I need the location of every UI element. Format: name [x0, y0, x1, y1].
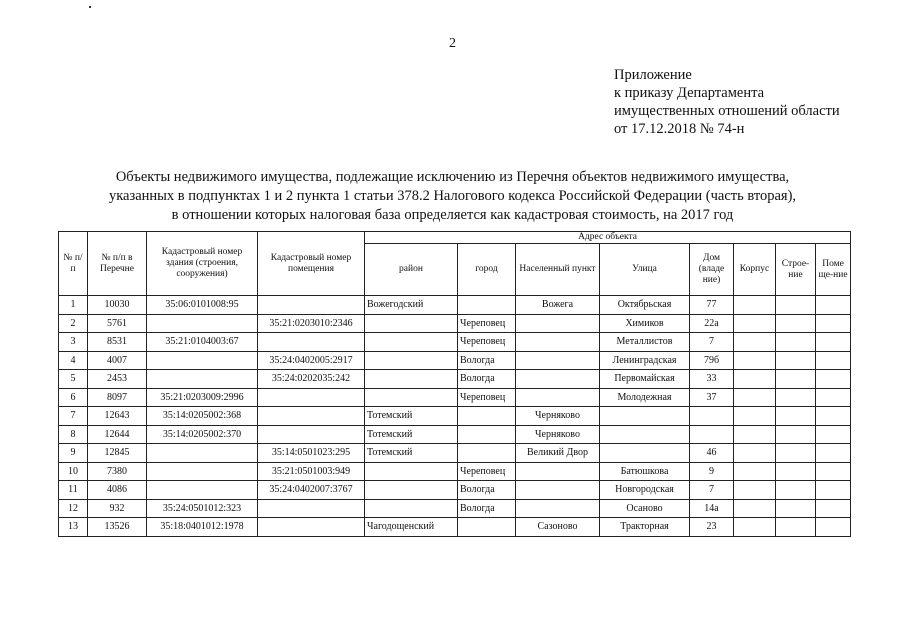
- stroenie-cell: [776, 462, 816, 481]
- pomeshchenie-cell: [816, 388, 851, 407]
- cad-building-cell: [147, 462, 258, 481]
- table-row: [59, 370, 851, 389]
- list-num-cell: 8531: [88, 333, 147, 352]
- pomeshchenie-cell: [816, 462, 851, 481]
- list-num-cell: 12845: [88, 444, 147, 463]
- district-cell: [365, 314, 458, 333]
- table-row: [59, 314, 851, 333]
- list-num-cell: 10030: [88, 296, 147, 315]
- korpus-cell: [734, 518, 776, 537]
- pomeshchenie-cell: [816, 314, 851, 333]
- house-cell: 14а: [690, 499, 734, 518]
- street-cell: Батюшкова: [600, 462, 690, 481]
- street-cell: Тракторная: [600, 518, 690, 537]
- scan-speck: [89, 6, 91, 8]
- city-cell: Вологда: [458, 481, 516, 500]
- header-house: Дом (владе ние): [690, 244, 734, 296]
- locality-cell: Черняково: [516, 425, 600, 444]
- table-body: [59, 296, 851, 537]
- district-cell: Тотемский: [365, 444, 458, 463]
- house-cell: 37: [690, 388, 734, 407]
- district-cell: Чагодощенский: [365, 518, 458, 537]
- korpus-cell: [734, 462, 776, 481]
- pomeshchenie-cell: [816, 518, 851, 537]
- header-city: город: [458, 244, 516, 296]
- header-korpus: Корпус: [734, 244, 776, 296]
- table-row: [59, 518, 851, 537]
- row-num-cell: 13: [59, 518, 88, 537]
- cad-building-cell: [147, 314, 258, 333]
- row-num-cell: 5: [59, 370, 88, 389]
- table-row: [59, 351, 851, 370]
- locality-cell: [516, 314, 600, 333]
- house-cell: [690, 425, 734, 444]
- header-pomeshchenie: Поме ще-ние: [816, 244, 851, 296]
- appendix-line: имущественных отношений области: [614, 103, 840, 119]
- list-num-cell: 2453: [88, 370, 147, 389]
- row-num-cell: 8: [59, 425, 88, 444]
- locality-cell: [516, 388, 600, 407]
- house-cell: 22а: [690, 314, 734, 333]
- city-cell: [458, 425, 516, 444]
- locality-cell: [516, 351, 600, 370]
- district-cell: [365, 388, 458, 407]
- header-num: № п/п: [59, 232, 88, 296]
- title-line: Объекты недвижимого имущества, подлежащие исключению из Перечня объектов недвижимого имущества,: [115, 169, 790, 185]
- cad-building-cell: [147, 481, 258, 500]
- list-num-cell: 12643: [88, 407, 147, 426]
- street-cell: Осаново: [600, 499, 690, 518]
- stroenie-cell: [776, 518, 816, 537]
- cad-room-cell: [258, 425, 365, 444]
- locality-cell: Сазоново: [516, 518, 600, 537]
- korpus-cell: [734, 314, 776, 333]
- header-cad-building: Кадастровый номер здания (строения, сооружения): [147, 232, 258, 296]
- objects-table: [58, 231, 851, 537]
- district-cell: [365, 499, 458, 518]
- row-num-cell: 4: [59, 351, 88, 370]
- header-list-num: № п/п в Перечне: [88, 232, 147, 296]
- korpus-cell: [734, 499, 776, 518]
- cad-room-cell: [258, 296, 365, 315]
- cad-building-cell: 35:06:0101008:95: [147, 296, 258, 315]
- city-cell: Череповец: [458, 314, 516, 333]
- appendix-line: от 17.12.2018 № 74-н: [614, 121, 745, 137]
- cad-room-cell: 35:21:0501003:949: [258, 462, 365, 481]
- table-row: [59, 499, 851, 518]
- pomeshchenie-cell: [816, 296, 851, 315]
- pomeshchenie-cell: [816, 351, 851, 370]
- stroenie-cell: [776, 425, 816, 444]
- cad-room-cell: [258, 499, 365, 518]
- house-cell: 9: [690, 462, 734, 481]
- district-cell: [365, 333, 458, 352]
- locality-cell: Черняково: [516, 407, 600, 426]
- korpus-cell: [734, 407, 776, 426]
- locality-cell: [516, 481, 600, 500]
- row-num-cell: 1: [59, 296, 88, 315]
- cad-room-cell: [258, 407, 365, 426]
- pomeshchenie-cell: [816, 333, 851, 352]
- street-cell: Октябрьская: [600, 296, 690, 315]
- pomeshchenie-cell: [816, 499, 851, 518]
- row-num-cell: 2: [59, 314, 88, 333]
- table-row: [59, 462, 851, 481]
- appendix-block: [614, 66, 840, 138]
- locality-cell: Великий Двор: [516, 444, 600, 463]
- stroenie-cell: [776, 333, 816, 352]
- korpus-cell: [734, 388, 776, 407]
- cad-room-cell: 35:24:0402005:2917: [258, 351, 365, 370]
- header-cad-room: Кадастровый номер помещения: [258, 232, 365, 296]
- cad-room-cell: 35:21:0203010:2346: [258, 314, 365, 333]
- list-num-cell: 13526: [88, 518, 147, 537]
- street-cell: Химиков: [600, 314, 690, 333]
- list-num-cell: 12644: [88, 425, 147, 444]
- cad-building-cell: 35:14:0205002:370: [147, 425, 258, 444]
- list-num-cell: 4086: [88, 481, 147, 500]
- street-cell: Ленинградская: [600, 351, 690, 370]
- pomeshchenie-cell: [816, 425, 851, 444]
- cad-building-cell: 35:21:0203009:2996: [147, 388, 258, 407]
- cad-building-cell: 35:24:0501012:323: [147, 499, 258, 518]
- row-num-cell: 12: [59, 499, 88, 518]
- appendix-line: к приказу Департамента: [614, 85, 765, 101]
- cad-room-cell: 35:14:0501023:295: [258, 444, 365, 463]
- row-num-cell: 9: [59, 444, 88, 463]
- korpus-cell: [734, 333, 776, 352]
- pomeshchenie-cell: [816, 407, 851, 426]
- city-cell: [458, 518, 516, 537]
- pomeshchenie-cell: [816, 444, 851, 463]
- stroenie-cell: [776, 296, 816, 315]
- district-cell: Тотемский: [365, 425, 458, 444]
- list-num-cell: 7380: [88, 462, 147, 481]
- street-cell: [600, 407, 690, 426]
- street-cell: Металлистов: [600, 333, 690, 352]
- stroenie-cell: [776, 370, 816, 389]
- district-cell: [365, 481, 458, 500]
- list-num-cell: 932: [88, 499, 147, 518]
- korpus-cell: [734, 296, 776, 315]
- house-cell: 77: [690, 296, 734, 315]
- cad-building-cell: [147, 351, 258, 370]
- table-row: [59, 481, 851, 500]
- cad-room-cell: [258, 388, 365, 407]
- cad-building-cell: 35:18:0401012:1978: [147, 518, 258, 537]
- city-cell: [458, 407, 516, 426]
- cad-building-cell: 35:14:0205002:368: [147, 407, 258, 426]
- row-num-cell: 3: [59, 333, 88, 352]
- list-num-cell: 4007: [88, 351, 147, 370]
- district-cell: Вожегодский: [365, 296, 458, 315]
- house-cell: 7: [690, 481, 734, 500]
- city-cell: [458, 444, 516, 463]
- stroenie-cell: [776, 407, 816, 426]
- street-cell: [600, 425, 690, 444]
- cad-building-cell: 35:21:0104003:67: [147, 333, 258, 352]
- table-row: [59, 425, 851, 444]
- district-cell: [365, 351, 458, 370]
- cad-room-cell: 35:24:0402007:3767: [258, 481, 365, 500]
- cad-room-cell: 35:24:0202035:242: [258, 370, 365, 389]
- stroenie-cell: [776, 444, 816, 463]
- house-cell: 7: [690, 333, 734, 352]
- pomeshchenie-cell: [816, 370, 851, 389]
- stroenie-cell: [776, 314, 816, 333]
- korpus-cell: [734, 351, 776, 370]
- stroenie-cell: [776, 499, 816, 518]
- street-cell: Первомайская: [600, 370, 690, 389]
- header-stroenie: Строе-ние: [776, 244, 816, 296]
- table-row: [59, 407, 851, 426]
- locality-cell: [516, 462, 600, 481]
- house-cell: 23: [690, 518, 734, 537]
- header-address: Адрес объекта: [365, 232, 851, 244]
- district-cell: [365, 370, 458, 389]
- list-num-cell: 8097: [88, 388, 147, 407]
- pomeshchenie-cell: [816, 481, 851, 500]
- locality-cell: [516, 333, 600, 352]
- table-row: [59, 296, 851, 315]
- city-cell: Череповец: [458, 462, 516, 481]
- table-row: [59, 444, 851, 463]
- locality-cell: Вожега: [516, 296, 600, 315]
- page-number: 2: [449, 36, 456, 51]
- row-num-cell: 6: [59, 388, 88, 407]
- korpus-cell: [734, 444, 776, 463]
- house-cell: 79б: [690, 351, 734, 370]
- district-cell: Тотемский: [365, 407, 458, 426]
- city-cell: Череповец: [458, 388, 516, 407]
- city-cell: [458, 296, 516, 315]
- row-num-cell: 10: [59, 462, 88, 481]
- city-cell: Вологда: [458, 499, 516, 518]
- city-cell: Череповец: [458, 333, 516, 352]
- table-row: [59, 333, 851, 352]
- title-line: в отношении которых налоговая база определяется как кадастровая стоимость, на 2017 год: [171, 207, 734, 223]
- appendix-line: Приложение: [614, 67, 692, 83]
- street-cell: [600, 444, 690, 463]
- cad-building-cell: [147, 444, 258, 463]
- row-num-cell: 11: [59, 481, 88, 500]
- cad-room-cell: [258, 333, 365, 352]
- house-cell: 33: [690, 370, 734, 389]
- list-num-cell: 5761: [88, 314, 147, 333]
- street-cell: Новгородская: [600, 481, 690, 500]
- korpus-cell: [734, 481, 776, 500]
- house-cell: 46: [690, 444, 734, 463]
- header-district: район: [365, 244, 458, 296]
- title-line: указанных в подпунктах 1 и 2 пункта 1 статьи 378.2 Налогового кодекса Российской Федерации (часть вторая),: [108, 188, 797, 204]
- street-cell: Молодежная: [600, 388, 690, 407]
- cad-room-cell: [258, 518, 365, 537]
- locality-cell: [516, 499, 600, 518]
- header-locality: Населенный пункт: [516, 244, 600, 296]
- district-cell: [365, 462, 458, 481]
- cad-building-cell: [147, 370, 258, 389]
- stroenie-cell: [776, 481, 816, 500]
- korpus-cell: [734, 425, 776, 444]
- stroenie-cell: [776, 388, 816, 407]
- row-num-cell: 7: [59, 407, 88, 426]
- city-cell: Вологда: [458, 370, 516, 389]
- header-street: Улица: [600, 244, 690, 296]
- korpus-cell: [734, 370, 776, 389]
- city-cell: Вологда: [458, 351, 516, 370]
- locality-cell: [516, 370, 600, 389]
- stroenie-cell: [776, 351, 816, 370]
- table-row: [59, 388, 851, 407]
- document-title: [60, 168, 845, 225]
- house-cell: [690, 407, 734, 426]
